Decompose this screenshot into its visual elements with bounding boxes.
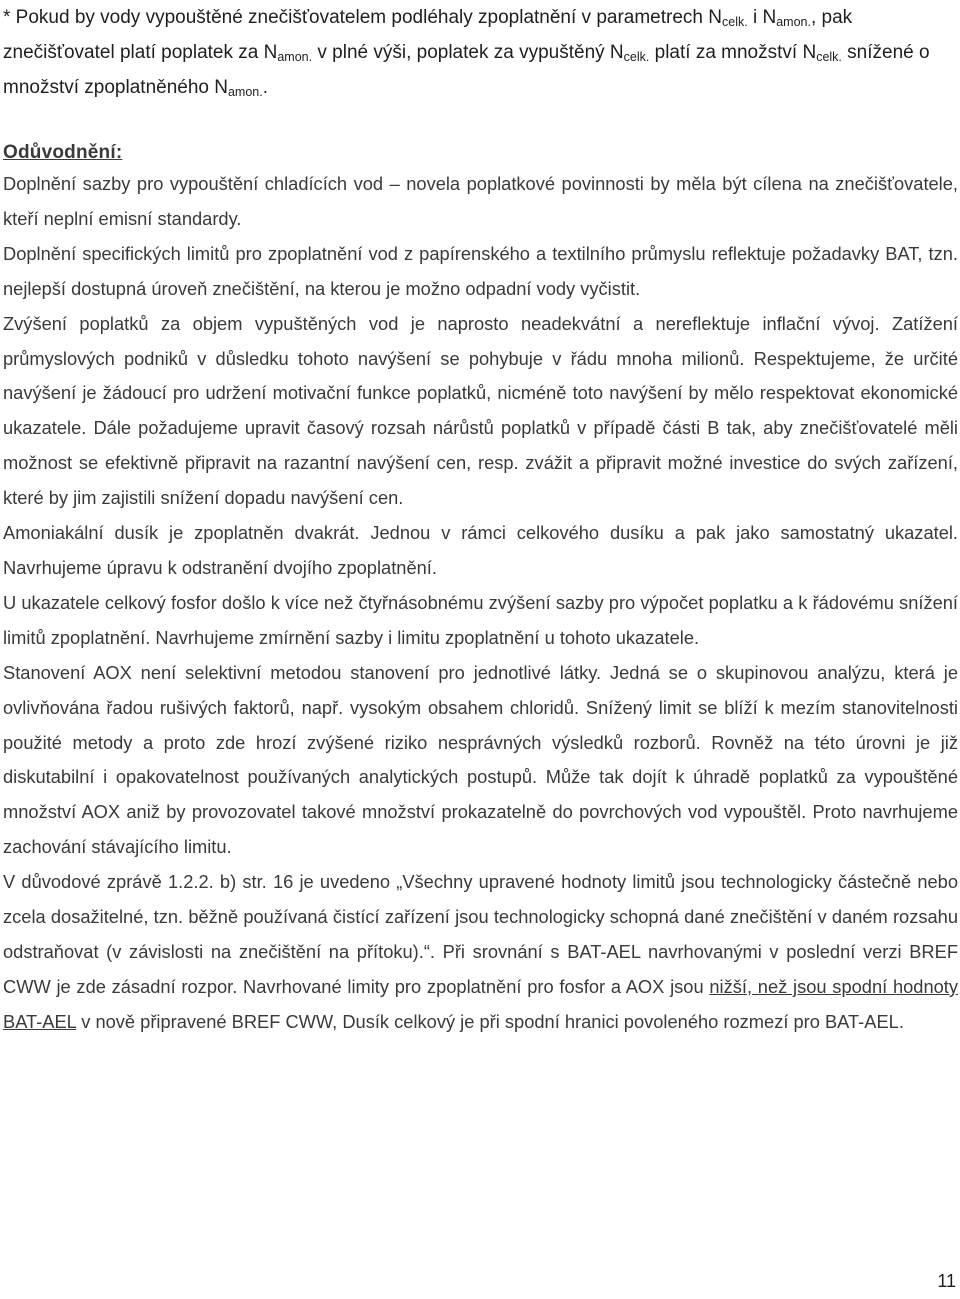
paragraph-explanatory-report: [3, 865, 958, 1040]
paragraph-aox: Stanovení AOX není selektivní metodou stanovení pro jednotlivé látky. Jedná se o skupinovou analýzu, která je ovlivňována řadou rušivých faktorů, např. vysokým obsahem chloridů. Snížený limit se blíží k mezím stanovitelnosti použité metody a proto zde hrozí zvýšené riziko nesprávných výsledků rozborů. Rovněž na této úrovni je již diskutabilní i opakovatelnost používaných analytických postupů. Může tak dojít k úhradě poplatků za vypouštěné množství AOX aniž by provozovatel takové množství prokazatelně do povrchových vod vypouštěl. Proto navrhujeme zachování stávajícího limitu.: [3, 661, 958, 858]
footnote-part: , pak znečišťovatel platí poplatek za N: [3, 7, 853, 63]
footnote-part: * Pokud by vody vypouštěné znečišťovatelem podléhaly zpoplatnění v parametrech N: [3, 7, 722, 28]
paragraph-text: V důvodové zprávě 1.2.2. b) str. 16 je uvedeno „Všechny upravené hodnoty limitů jsou technologicky částečně nebo zcela dosažitelné, tzn. běžně používaná čistící zařízení jsou technologicky schopná dané znečištění v daném rozsahu odstraňovat (v závislosti na znečištění na přítoku).“. Při srovnání s BAT-AEL navrhovanými v poslední verzi BREF CWW je zde zásadní rozpor. Navrhované limity pro zpoplatnění pro fosfor a AOX jsou: [3, 871, 958, 997]
underlined-text: nižší, než jsou spodní hodnoty BAT-AEL: [3, 975, 958, 1032]
footnote-text: [3, 0, 958, 105]
footnote-subscript: celk.: [722, 15, 748, 29]
footnote-subscript: celk.: [623, 50, 650, 64]
footnote-part: i N: [747, 7, 777, 28]
footnote-subscript: amon.: [277, 50, 313, 64]
paragraph-fee-increase: Zvýšení poplatků za objem vypuštěných vod je naprosto neadekvátní a nereflektuje inflační vývoj. Zatížení průmyslových podniků v důsledku tohoto navýšení se pohybuje v řádu mnoha milionů. Respektujeme, že určité navýšení je žádoucí pro udržení motivační funkce poplatků, nicméně toto navýšení by mělo respektovat ekonomické ukazatele. Dále požadujeme upravit časový rozsah nárůstů poplatků v případě části B tak, aby znečišťovatelé měli možnost se efektivně připravit na razantní navýšení cen, resp. zvážit a připravit možné investice do svých zařízení, které by jim zajistili snížení dopadu navýšení cen.: [3, 312, 958, 509]
footnote-part: v plné výši, poplatek za vypuštěný N: [312, 42, 624, 63]
footnote-part: snížené o množství zpoplatněného N: [3, 42, 930, 98]
footnote-part: .: [262, 77, 268, 98]
paragraph-ammonia-nitrogen: Amoniakální dusík je zpoplatněn dvakrát. Jednou v rámci celkového dusíku a pak jako samostatný ukazatel. Navrhujeme úpravu k odstranění dvojího zpoplatnění.: [3, 522, 958, 578]
paragraph-cooling-water: Doplnění sazby pro vypouštění chladících vod – novela poplatkové povinnosti by měla být cílena na znečišťovatele, kteří neplní emisní standardy.: [3, 173, 958, 229]
paragraph-text: v nově připravené BREF CWW, Dusík celkový je při spodní hranici povoleného rozmezí pro BAT-AEL.: [76, 1010, 904, 1032]
paragraph-phosphorus: U ukazatele celkový fosfor došlo k více než čtyřnásobnému zvýšení sazby pro výpočet poplatku a k řádovému snížení limitů zpoplatnění. Navrhujeme zmírnění sazby i limitu zpoplatnění u tohoto ukazatele.: [3, 591, 958, 648]
justification-body: [3, 167, 958, 1040]
footnote-subscript: celk.: [816, 50, 842, 64]
footnote-part: platí za množství N: [649, 42, 817, 63]
page-number: 11: [937, 1271, 956, 1291]
section-heading: Odůvodnění:: [3, 142, 123, 163]
footnote-subscript: amon.: [227, 85, 263, 99]
paragraph-specific-limits: Doplnění specifických limitů pro zpoplatnění vod z papírenského a textilního průmyslu reflektuje požadavky BAT, tzn. nejlepší dostupná úroveň znečištění, na kterou je možno odpadní vody vyčistit.: [3, 242, 958, 299]
footnote-subscript: amon.: [776, 15, 811, 29]
